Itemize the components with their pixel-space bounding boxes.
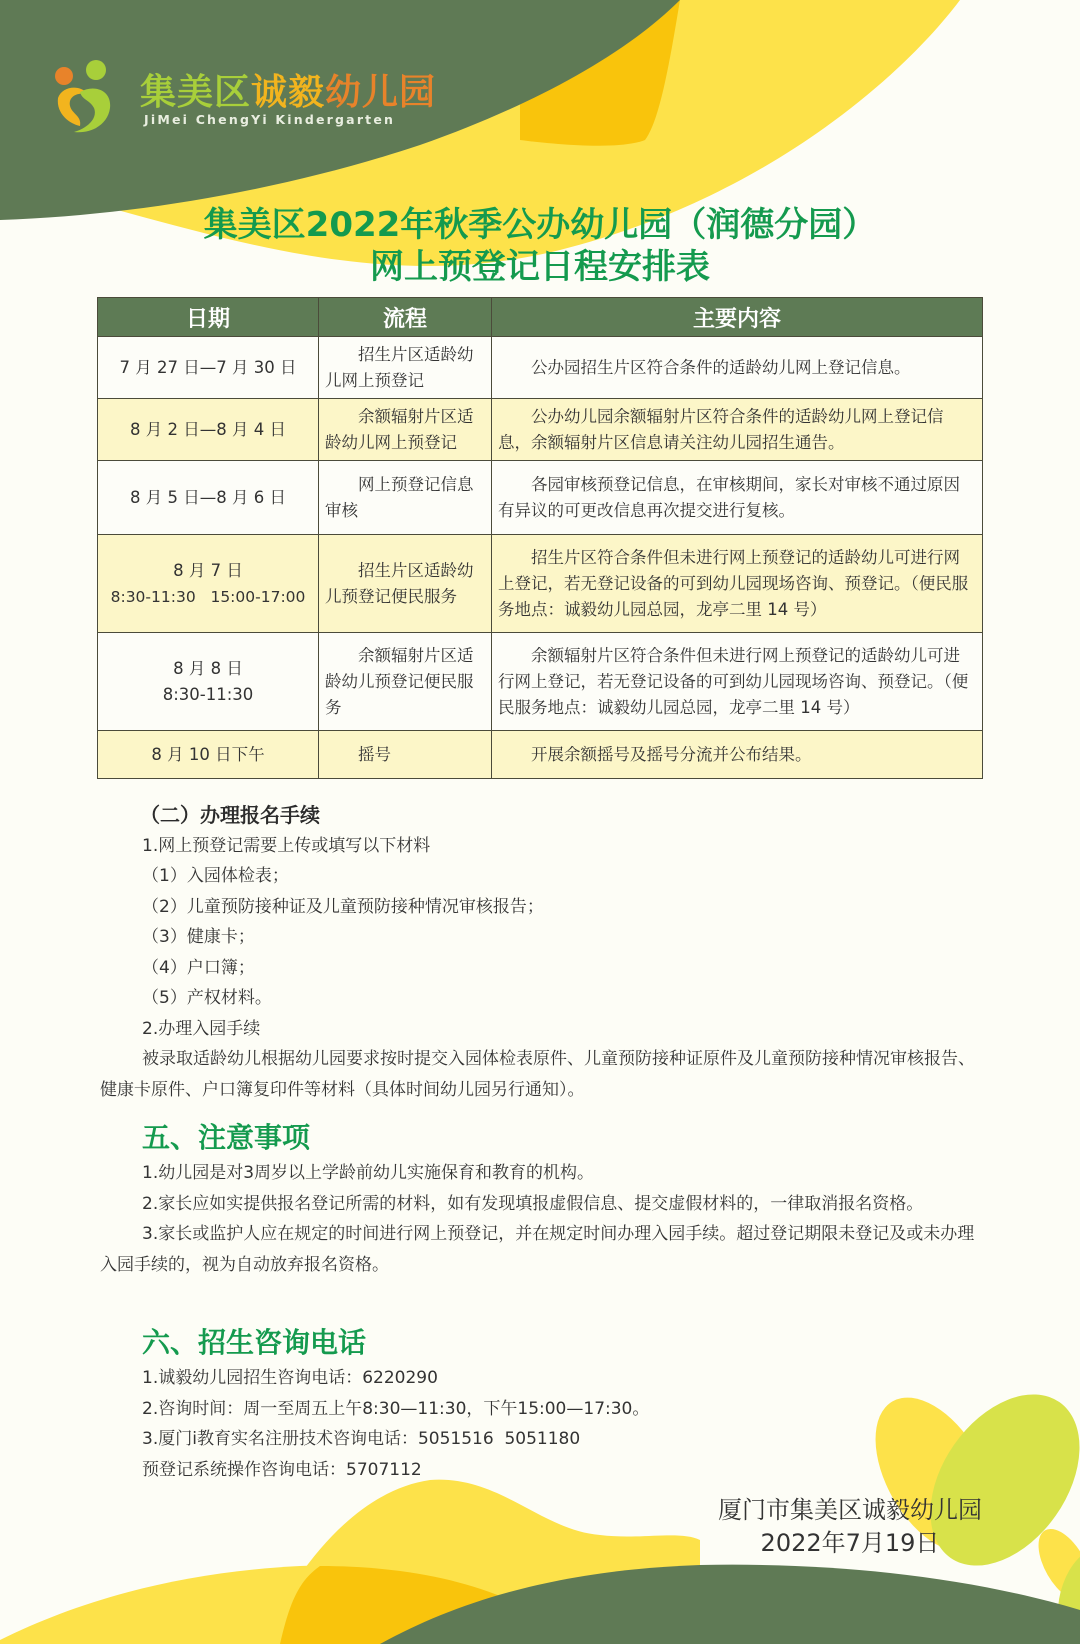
- row-process: 余额辐射片区适龄幼儿网上预登记: [319, 399, 492, 461]
- section6-heading: 六、招生咨询电话: [142, 1326, 367, 1359]
- section-registration-procedures: [100, 800, 985, 1105]
- section2-heading: （二）办理报名手续: [140, 803, 320, 827]
- title-line-2: 网上预登记日程安排表: [370, 247, 710, 287]
- row-date: [98, 399, 319, 461]
- date-line: 8 月 5 日—8 月 6 日: [130, 487, 286, 507]
- date-line: 8 月 2 日—8 月 4 日: [130, 419, 286, 439]
- section5-heading: 五、注意事项: [142, 1121, 311, 1154]
- note-item: 2.家长应如实提供报名登记所需的材料，如有发现填报虚假信息、提交虚假材料的，一律取消报名资格。: [142, 1193, 924, 1214]
- row-content: 招生片区符合条件但未进行网上预登记的适龄幼儿可进行网上登记，若无登记设备的可到幼儿园现场咨询、预登记。（便民服务地点：诚毅幼儿园总园，龙亭二里 14 号）: [492, 535, 983, 633]
- material-item: （2）儿童预防接种证及儿童预防接种情况审核报告；: [142, 896, 544, 917]
- kindergarten-logo-icon: [52, 58, 122, 136]
- row-process: 摇号: [319, 731, 492, 779]
- row-date: [98, 633, 319, 731]
- signature-date: 2022年7月19日: [760, 1529, 940, 1557]
- section-notes: [100, 1118, 985, 1280]
- note-item: 3.家长或监护人应在规定的时间进行网上预登记，并在规定时间办理入园手续。超过登记期限未登记及或未办理入园手续的，视为自动放弃报名资格。: [100, 1224, 975, 1275]
- section2-item1-title: 1.网上预登记需要上传或填写以下材料: [142, 835, 431, 856]
- row-date: [98, 535, 319, 633]
- row-content: 余额辐射片区符合条件但未进行网上预登记的适龄幼儿可进行网上登记，若无登记设备的可到幼儿园现场咨询、预登记。（便民服务地点：诚毅幼儿园总园，龙亭二里 14 号）: [492, 633, 983, 731]
- header-process: 流程: [319, 298, 492, 337]
- row-date: [98, 731, 319, 779]
- schedule-table: [97, 297, 983, 779]
- contact-item: 预登记系统操作咨询电话：5707112: [142, 1459, 422, 1480]
- contact-item: 3.厦门i教育实名注册技术咨询电话：5051516 5051180: [142, 1429, 581, 1449]
- table-row: [98, 399, 983, 461]
- table-header-row: [98, 298, 983, 337]
- row-process: 招生片区适龄幼儿网上预登记: [319, 337, 492, 399]
- table-row: [98, 731, 983, 779]
- row-process: 网上预登记信息审核: [319, 461, 492, 535]
- row-process: 余额辐射片区适龄幼儿预登记便民服务: [319, 633, 492, 731]
- row-date: [98, 337, 319, 399]
- page-title: [0, 204, 1080, 288]
- contact-item: 2.咨询时间：周一至周五上午8:30—11:30，下午15:00—17:30。: [142, 1398, 650, 1419]
- row-content: 公办园招生片区符合条件的适龄幼儿网上登记信息。: [492, 337, 983, 399]
- date-line: 7 月 27 日—7 月 30 日: [119, 357, 297, 377]
- section2-item2-text: 被录取适龄幼儿根据幼儿园要求按时提交入园体检表原件、儿童预防接种证原件及儿童预防接种情况审核报告、健康卡原件、户口簿复印件等材料（具体时间幼儿园另行通知）。: [100, 1049, 975, 1100]
- date-line: 8 月 7 日: [173, 560, 243, 580]
- header-date: 日期: [98, 298, 319, 337]
- time-line: 8:30-11:30 15:00-17:00: [110, 587, 306, 606]
- row-content: 开展余额摇号及摇号分流并公布结果。: [492, 731, 983, 779]
- signature-org: 厦门市集美区诚毅幼儿园: [718, 1496, 982, 1524]
- contact-item: 1.诚毅幼儿园招生咨询电话：6220290: [142, 1368, 438, 1388]
- table-row: [98, 461, 983, 535]
- logo-name-part2: 诚毅: [251, 71, 326, 113]
- section2-item2-title: 2.办理入园手续: [142, 1018, 261, 1039]
- note-item: 1.幼儿园是对3周岁以上学龄前幼儿实施保育和教育的机构。: [142, 1163, 595, 1183]
- logo-chinese-name: [140, 64, 436, 115]
- material-item: （4）户口簿；: [142, 957, 255, 978]
- table-row: [98, 535, 983, 633]
- material-item: （1）入园体检表；: [142, 866, 289, 886]
- row-date: [98, 461, 319, 535]
- logo-english-name: JiMei ChengYi Kindergarten: [144, 112, 396, 127]
- row-content: 各园审核预登记信息，在审核期间，家长对审核不通过原因有异议的可更改信息再次提交进行复核。: [492, 461, 983, 535]
- logo-name-part3: 幼儿园: [325, 71, 437, 113]
- section-contact: [100, 1323, 985, 1485]
- header-content: 主要内容: [492, 298, 983, 337]
- table-row: [98, 337, 983, 399]
- time-line: 8:30-11:30: [162, 684, 254, 704]
- logo-name-part1: 集美区: [140, 71, 252, 113]
- date-line: 8 月 10 日下午: [151, 744, 265, 764]
- row-content: 公办幼儿园余额辐射片区符合条件的适龄幼儿网上登记信息，余额辐射片区信息请关注幼儿园招生通告。: [492, 399, 983, 461]
- table-row: [98, 633, 983, 731]
- row-process: 招生片区适龄幼儿预登记便民服务: [319, 535, 492, 633]
- logo: [52, 58, 437, 138]
- title-line-1: 集美区2022年秋季公办幼儿园（润德分园）: [203, 205, 877, 245]
- date-line: 8 月 8 日: [173, 658, 243, 678]
- signature: [718, 1494, 982, 1560]
- material-item: （3）健康卡；: [142, 927, 255, 947]
- material-item: （5）产权材料。: [142, 988, 272, 1008]
